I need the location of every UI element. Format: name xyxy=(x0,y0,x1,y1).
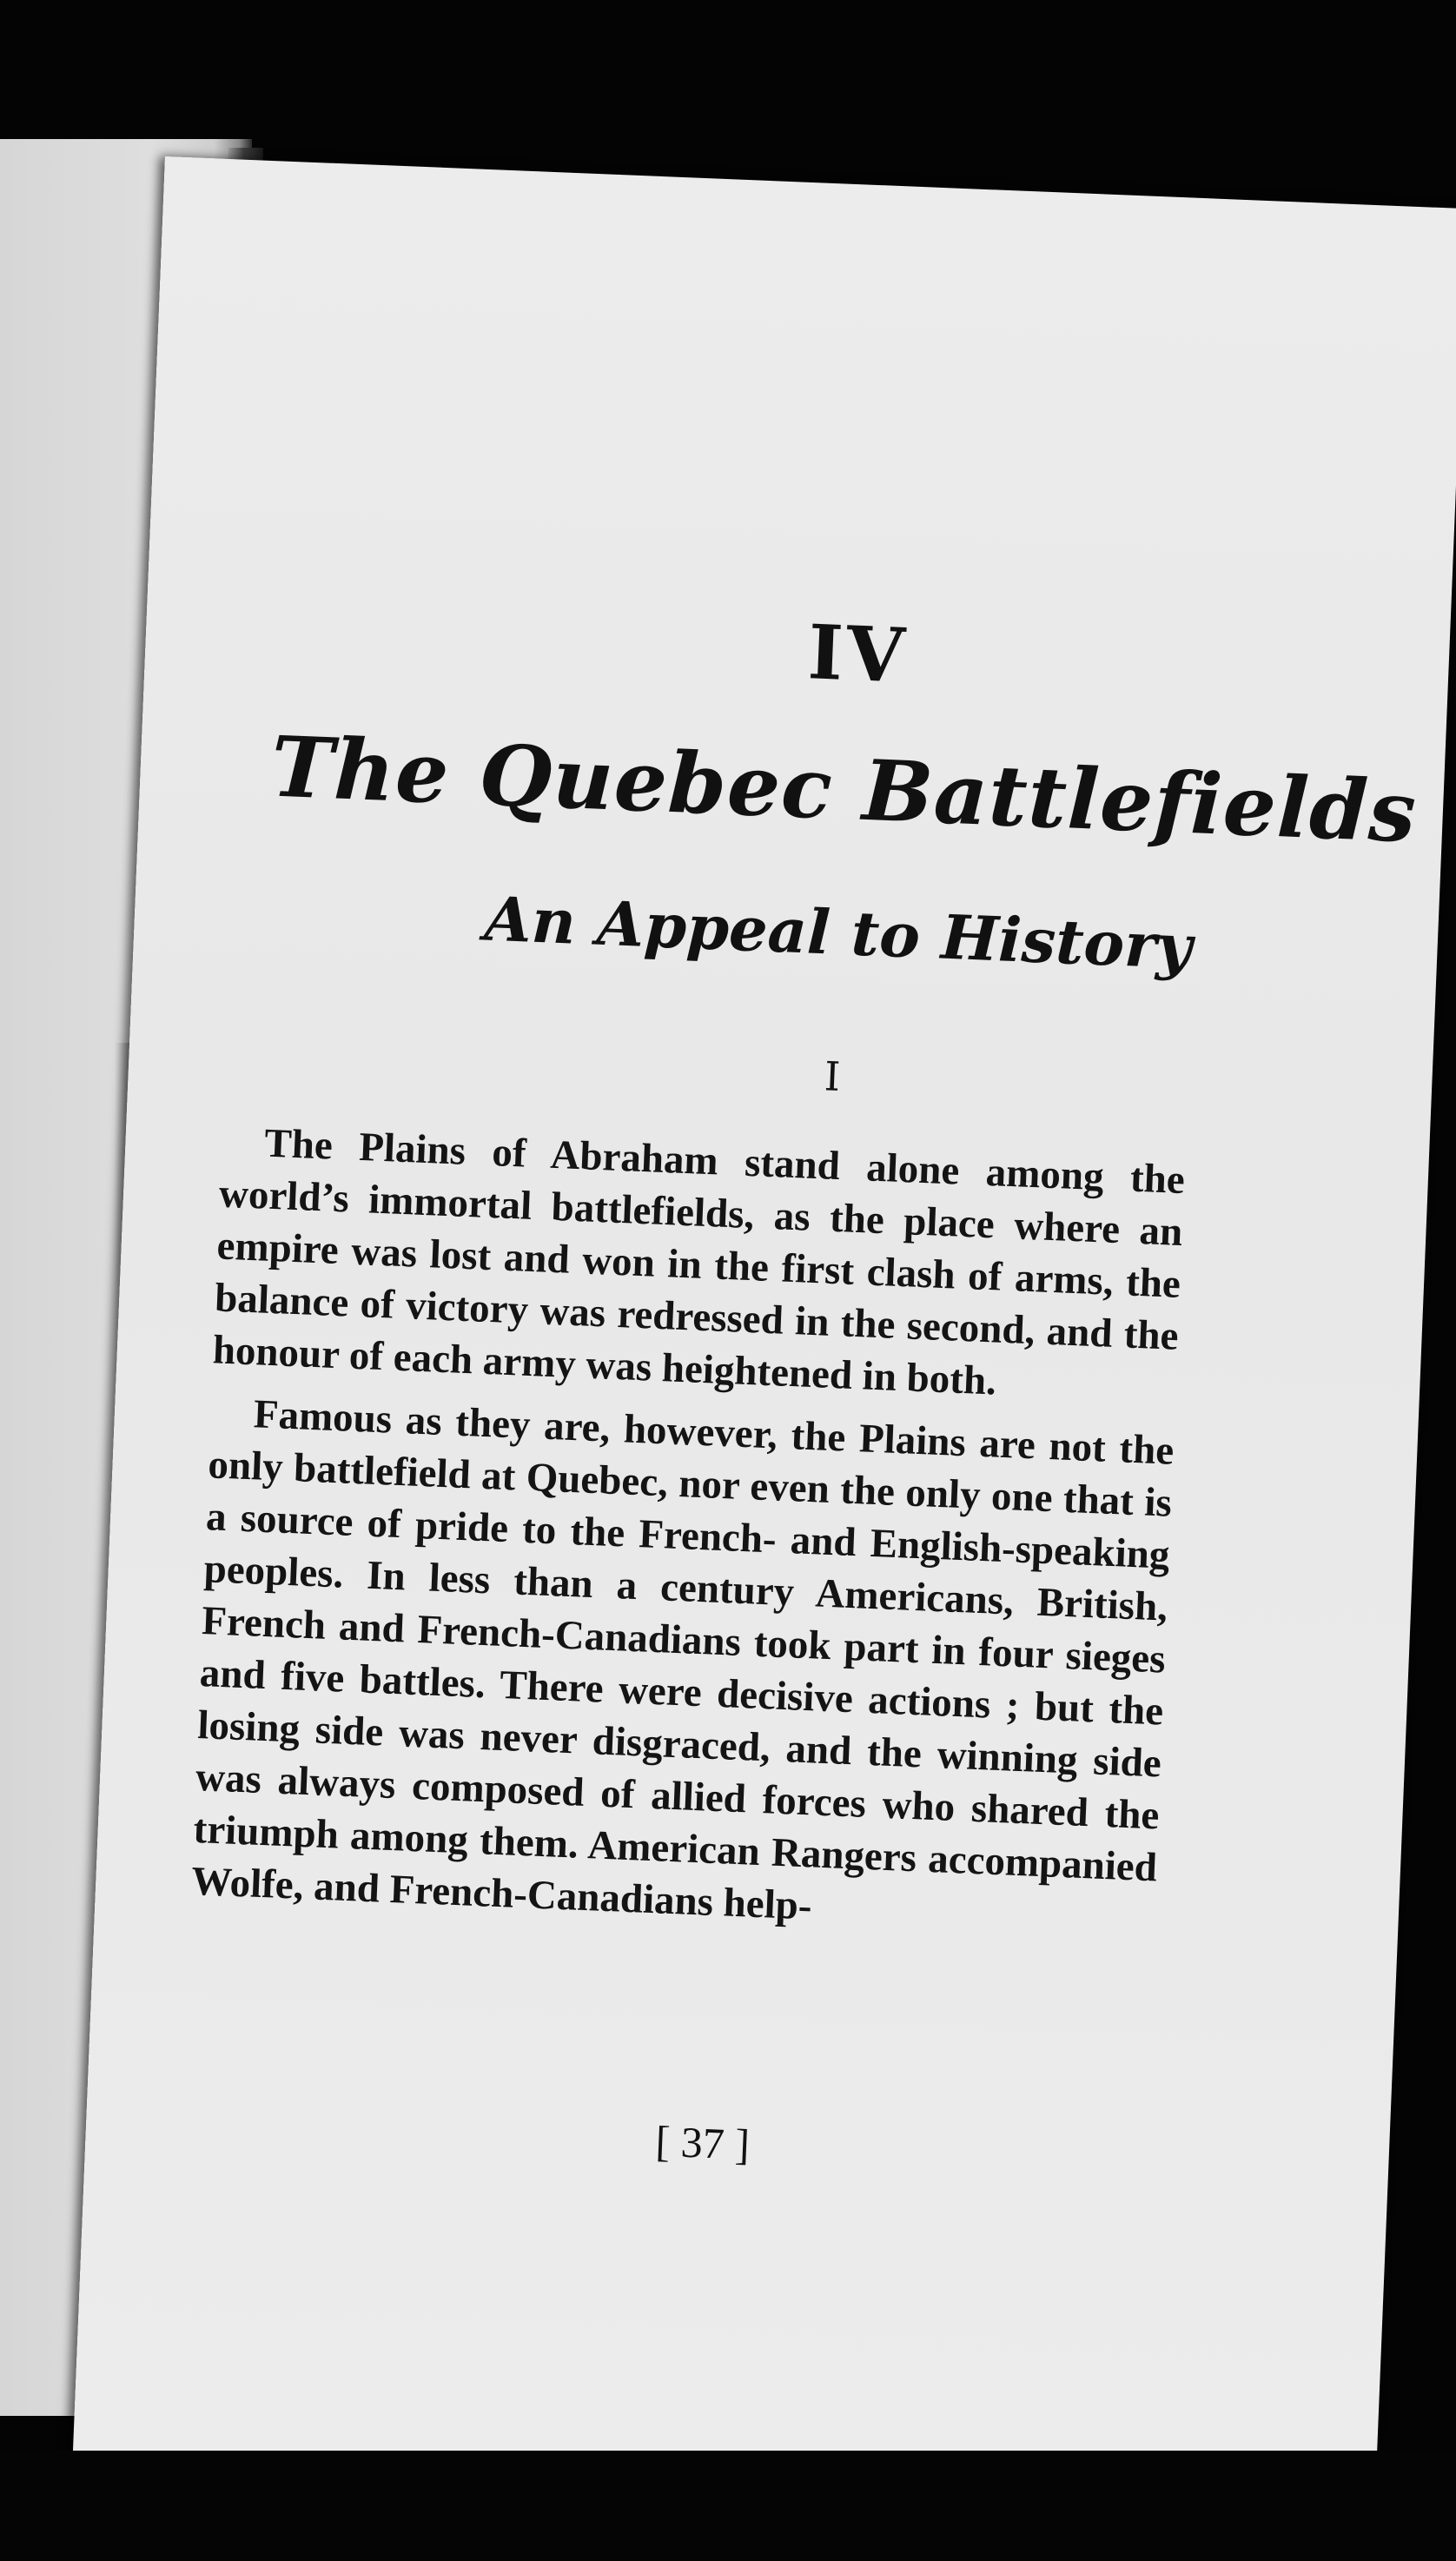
right-page xyxy=(70,156,1456,2561)
chapter-title: The Quebec Battlefields xyxy=(268,717,1419,862)
section-number: I xyxy=(823,1052,842,1101)
page-content xyxy=(70,156,1456,2561)
paragraph-2: Famous as they are, however, the Plains are not the only battlefield at Quebec, nor even the only one that is a source of pride to the French- and English-speaking peoples. In less than a century Americans, British, French and French-Canadians took part in four sieges and five battles. There were decisive actions ; but the losing side was never disgraced, and the winning side was always composed of allied forces who shared the triumph among them. American Rangers accompanied Wolfe, and French-Canadians help- xyxy=(190,1391,1175,1929)
paragraph-1: The Plains of Abraham stand alone among the world’s immortal battlefields, as the place where an empire was lost and won in the first clash of arms, the balance of victory was redressed in the second, and the honour of each army was heightened in both. xyxy=(211,1120,1186,1404)
page-number: [ 37 ] xyxy=(654,2116,751,2169)
scan-background-bottom xyxy=(0,2451,1456,2561)
body-text xyxy=(190,1116,1186,1957)
chapter-number: IV xyxy=(806,608,910,700)
chapter-subtitle: An Appeal to History xyxy=(483,882,1194,984)
